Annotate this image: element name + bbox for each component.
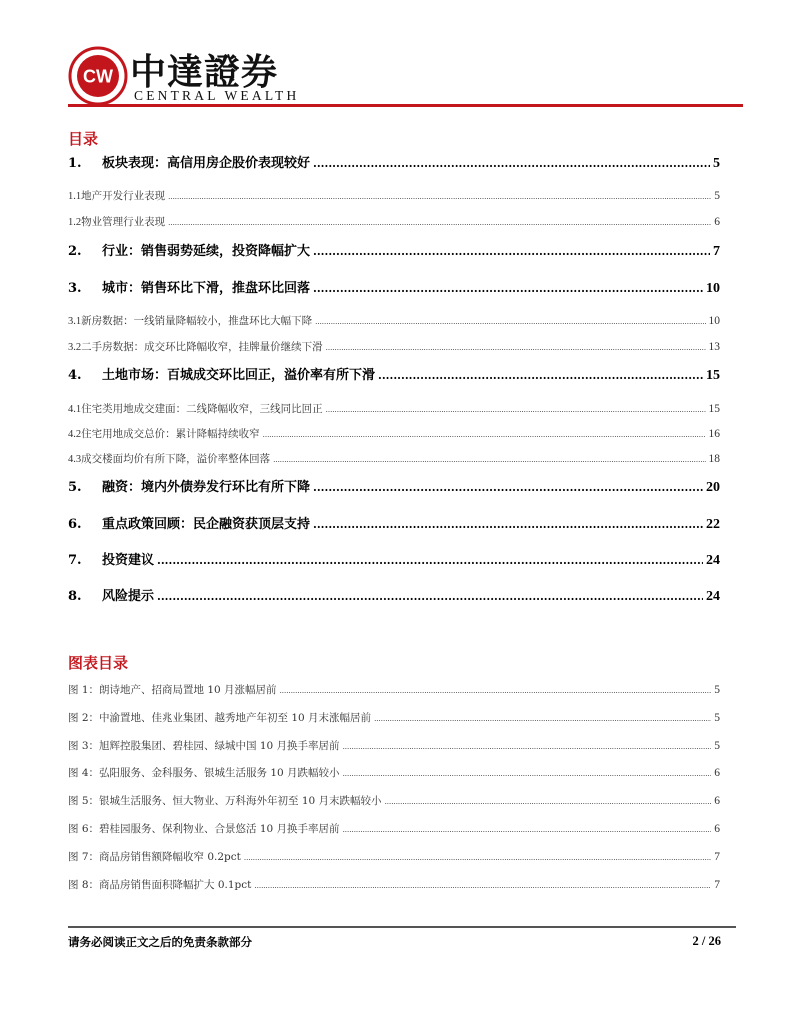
figure-entry-page: 6	[714, 795, 720, 807]
toc-entry-text: 住宅类用地成交建面：二线降幅收窄，三线同比回正	[81, 403, 323, 415]
figure-entry[interactable]	[68, 710, 720, 725]
toc-entry-page: 22	[706, 517, 720, 532]
figure-entry-page: 7	[714, 879, 720, 891]
dot-leader	[157, 554, 703, 567]
toc-subentry[interactable]	[68, 214, 720, 229]
figure-entry-page: 5	[714, 712, 720, 724]
page-indicator: 2 / 26	[692, 934, 721, 948]
figure-entry-text: 图 5：银城生活服务、恒大物业、万科海外年初至 10 月末跌幅较小	[68, 795, 382, 807]
figure-entry-text: 图 2：中渝置地、佳兆业集团、越秀地产年初至 10 月末涨幅居前	[68, 712, 372, 724]
disclaimer-note: 请务必阅读正文之后的免责条款部分	[68, 935, 252, 949]
toc-entry-page: 24	[706, 553, 720, 568]
toc-entry[interactable]	[68, 513, 720, 533]
figure-entry-text: 图 8：商品房销售面积降幅扩大 0.1pct	[68, 879, 252, 891]
toc-entry-text: 重点政策回顾：民企融资获顶层支持	[102, 517, 311, 532]
toc-entry-page: 16	[708, 428, 720, 440]
figure-entry[interactable]	[68, 682, 720, 697]
toc-entry-page: 15	[706, 368, 720, 383]
toc-entry-number: 4.3	[68, 454, 82, 465]
toc-entry-text: 行业：销售弱势延续，投资降幅扩大	[102, 244, 311, 259]
figure-entry-page: 5	[714, 740, 720, 752]
figure-entry-page: 5	[714, 684, 720, 696]
toc-subentry[interactable]	[68, 451, 720, 466]
dot-leader	[280, 687, 712, 695]
toc-entry-text: 城市：销售环比下滑，推盘环比回落	[102, 281, 311, 296]
toc-entry-page: 18	[708, 453, 720, 465]
toc-entry-number: 4.2	[68, 429, 82, 440]
dot-leader	[168, 193, 711, 201]
toc-entry[interactable]	[68, 240, 720, 260]
toc-entry-text: 住宅用地成交总价：累计降幅持续收窄	[81, 428, 260, 440]
figure-entry-text: 图 4：弘阳服务、金科服务、银城生活服务 10 月跌幅较小	[68, 767, 340, 779]
toc-entry-text: 新房数据：一线销量降幅较小，推盘环比大幅下降	[81, 315, 313, 327]
toc-subentry[interactable]	[68, 401, 720, 416]
toc-title: 目录	[68, 130, 99, 148]
toc-entry[interactable]	[68, 277, 720, 297]
toc-entry-page: 20	[706, 480, 720, 495]
dot-leader	[254, 882, 711, 890]
toc-entry-number: 7.	[68, 553, 82, 568]
dot-leader	[263, 431, 706, 439]
dot-leader	[244, 854, 711, 862]
toc-entry-text: 融资：境内外债券发行环比有所下降	[102, 480, 311, 495]
toc-entry-text: 风险提示	[102, 589, 155, 604]
brand-name-cn: 中達證券	[130, 51, 279, 93]
toc-entry-number: 8.	[68, 589, 82, 604]
cw-logo-icon	[68, 46, 128, 106]
dot-leader	[313, 245, 710, 258]
page-header	[68, 40, 748, 106]
figure-entry[interactable]	[68, 793, 720, 808]
figures-title: 图表目录	[68, 654, 129, 672]
toc-entry[interactable]	[68, 585, 720, 605]
dot-leader	[313, 481, 703, 494]
toc-entry-page: 10	[706, 281, 720, 296]
toc-entry-number: 1.	[68, 156, 82, 171]
figure-entry-text: 图 1：朗诗地产、招商局置地 10 月涨幅居前	[68, 684, 277, 696]
toc-entry-page: 5	[714, 190, 720, 202]
toc-entry-number: 3.	[68, 281, 82, 296]
toc-entry-page: 13	[708, 341, 720, 353]
dot-leader	[378, 369, 703, 382]
dot-leader	[157, 590, 703, 603]
toc-entry[interactable]	[68, 549, 720, 569]
toc-entry[interactable]	[68, 476, 720, 496]
figure-entry-page: 7	[714, 851, 720, 863]
figure-entry-page: 6	[714, 823, 720, 835]
toc-entry-number: 4.1	[68, 404, 82, 415]
dot-leader	[313, 157, 710, 170]
toc-entry-number: 5.	[68, 480, 82, 495]
dot-leader	[343, 743, 712, 751]
toc-entry-text: 物业管理行业表现	[81, 216, 166, 228]
toc-entry-text: 投资建议	[102, 553, 155, 568]
brand-name-en: CENTRAL WEALTH	[134, 88, 300, 103]
toc-subentry[interactable]	[68, 339, 720, 354]
footer-divider	[68, 926, 736, 928]
toc-subentry[interactable]	[68, 188, 720, 203]
toc-subentry[interactable]	[68, 313, 720, 328]
toc-entry-number: 1.1	[68, 191, 82, 202]
figure-entry-text: 图 7：商品房销售额降幅收窄 0.2pct	[68, 851, 241, 863]
toc-entry[interactable]	[68, 152, 720, 172]
toc-entry-number: 6.	[68, 517, 82, 532]
dot-leader	[326, 406, 706, 414]
toc-entry-number: 2.	[68, 244, 82, 259]
toc-entry-text: 地产开发行业表现	[81, 190, 166, 202]
figure-entry[interactable]	[68, 738, 720, 753]
dot-leader	[313, 518, 703, 531]
figure-entry-page: 6	[714, 767, 720, 779]
figure-entry-text: 图 3：旭辉控股集团、碧桂园、绿城中国 10 月换手率居前	[68, 740, 340, 752]
toc-entry-text: 板块表现：高信用房企股价表现较好	[102, 156, 311, 171]
toc-entry[interactable]	[68, 364, 720, 384]
dot-leader	[343, 770, 712, 778]
toc-entry-text: 成交楼面均价有所下降，溢价率整体回落	[81, 453, 271, 465]
toc-entry-number: 1.2	[68, 217, 82, 228]
toc-entry-page: 24	[706, 589, 720, 604]
dot-leader	[273, 456, 705, 464]
toc-entry-text: 土地市场：百城成交环比回正，溢价率有所下滑	[102, 368, 376, 383]
dot-leader	[313, 282, 703, 295]
toc-entry-text: 二手房数据：成交环比降幅收窄，挂牌量价继续下滑	[81, 341, 323, 353]
toc-entry-number: 3.1	[68, 316, 82, 327]
toc-entry-page: 5	[713, 156, 720, 171]
toc-entry-page: 7	[713, 244, 720, 259]
dot-leader	[385, 798, 712, 806]
logo-mark-text: CW	[83, 66, 113, 87]
header-divider	[68, 104, 743, 107]
toc-entry-number: 3.2	[68, 342, 82, 353]
dot-leader	[315, 318, 705, 326]
toc-entry-page: 10	[708, 315, 720, 327]
dot-leader	[168, 219, 711, 227]
dot-leader	[374, 715, 711, 723]
toc-entry-page: 6	[714, 216, 720, 228]
figure-entry[interactable]	[68, 821, 720, 836]
dot-leader	[343, 826, 712, 834]
toc-entry-page: 15	[708, 403, 720, 415]
figure-entry-text: 图 6：碧桂园服务、保利物业、合景悠活 10 月换手率居前	[68, 823, 340, 835]
figure-entry[interactable]	[68, 849, 720, 864]
toc-subentry[interactable]	[68, 426, 720, 441]
toc-entry-number: 4.	[68, 368, 82, 383]
figure-entry[interactable]	[68, 765, 720, 780]
figure-entry[interactable]	[68, 877, 720, 892]
dot-leader	[326, 344, 706, 352]
